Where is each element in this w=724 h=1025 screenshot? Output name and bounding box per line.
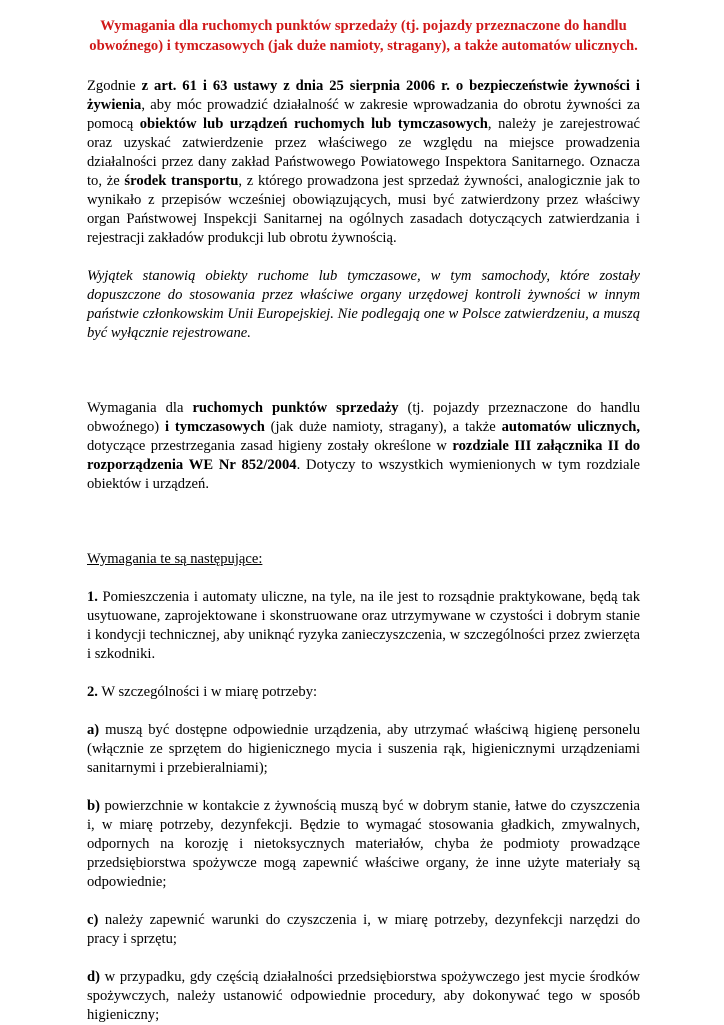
requirements-heading: Wymagania te są następujące: (87, 551, 263, 567)
requirement-item-b (87, 797, 640, 892)
bold-run: z art. 61 i 63 ustawy z dnia 25 sierpnia 2006 r. o bezpieczeństwie żywności i żywienia (87, 78, 640, 113)
text-run: Zgodnie (87, 78, 142, 94)
item-text: W szczególności i w miarę potrzeby: (97, 684, 318, 700)
item-text: należy zapewnić warunki do czyszczenia i, w miarę potrzeby, dezynfekcji narzędzi do pracy i sprzętu; (87, 912, 640, 947)
bold-run: środek transportu (124, 173, 239, 189)
bold-run: automatów ulicznych, (501, 419, 640, 435)
bold-run: i tymczasowych (164, 419, 265, 435)
paragraph-legal-basis (87, 77, 640, 248)
text-run: . Dotyczy to wszystkich wymienionych w tym rozdziale obiektów i urządzeń. (87, 457, 640, 492)
text-run: (tj. pojazdy przeznaczone do handlu obwoźnego) (87, 400, 640, 435)
item-text: powierzchnie w kontakcie z żywnością muszą być w dobrym stanie, łatwe do czyszczenia i, w miarę potrzeby, dezynfekcji. Będzie to wymagać stosowania gładkich, zmywalnych, odpornych na korozję i nietoksycznych materiałów, chyba że podmioty prowadzące przedsiębiorstwa spożywcze mogą zapewnić właściwe organy, że inne użyte materiały są odpowiednie; (87, 798, 640, 890)
requirement-item-c (87, 911, 640, 949)
item-label: 1. (87, 589, 98, 605)
text-run: Wymagania dla (87, 400, 193, 416)
document-page (87, 16, 640, 1025)
text-run: dotyczące przestrzegania zasad higieny zostały określone w (87, 438, 453, 454)
requirement-item-1 (87, 588, 640, 664)
requirement-item-a (87, 721, 640, 778)
bold-run: obiektów lub urządzeń ruchomych lub tymczasowych (139, 116, 488, 132)
text-run: , aby móc prowadzić działalność w zakresie wprowadzania do obrotu żywności za pomocą (87, 97, 640, 132)
bold-run: rozdziale III załącznika II do rozporządzenia WE Nr 852/2004 (87, 438, 640, 473)
item-label: c) (87, 912, 99, 928)
paragraph-requirements-intro (87, 399, 640, 494)
text-run: , należy je zarejestrować oraz uzyskać zatwierdzenie przez właściwego ze względu na miejsce prowadzenia działalności przez dany zakład Państwowego Powiatowego Inspektora Sanitarnego. Oznacza to, że (87, 116, 640, 189)
text-run: (jak duże namioty, stragany), a także (264, 419, 502, 435)
item-label: d) (87, 969, 100, 985)
text-run: , z którego prowadzona jest sprzedaż żywności, analogicznie jak to wynikało z przepisów wcześniej obowiązujących, musi być zatwierdzony przez właściwy organ Państwowej Inspekcji Sanitarnej na ogólnych zasadach dotyczących zatwierdzania i rejestracji zakładów produkcji lub obrotu żywnością. (87, 173, 640, 246)
document-title: Wymagania dla ruchomych punktów sprzedaży (tj. pojazdy przeznaczone do handlu obwoźnego) i tymczasowych (jak duże namioty, stragany), a także automatów ulicznych. (89, 18, 638, 54)
item-text: muszą być dostępne odpowiednie urządzenia, aby utrzymać właściwą higienę personelu (włącznie ze sprzętem do higienicznego mycia i suszenia rąk, higienicznymi urządzeniami sanitarnymi i przebieralniami); (87, 722, 640, 776)
requirement-item-d (87, 968, 640, 1025)
bold-run: ruchomych punktów sprzedaży (192, 400, 399, 416)
item-label: a) (87, 722, 100, 738)
item-label: b) (87, 798, 100, 814)
item-label: 2. (87, 684, 98, 700)
requirement-item-2 (87, 683, 640, 702)
item-text: Pomieszczenia i automaty uliczne, na tyle, na ile jest to rozsądnie praktykowane, będą tak usytuowane, zaprojektowane i skonstruowane oraz utrzymywane w czystości i dobrym stanie i kondycji technicznej, aby uniknąć ryzyka zanieczyszczenia, w szczególności przez zwierzęta i szkodniki. (87, 589, 640, 662)
item-text: w przypadku, gdy częścią działalności przedsiębiorstwa spożywczego jest mycie środków spożywczych, należy ustanowić odpowiednie procedury, aby dokonywać tego w sposób higieniczny; (87, 969, 640, 1023)
paragraph-exception: Wyjątek stanowią obiekty ruchome lub tymczasowe, w tym samochody, które zostały dopuszczone do stosowania przez właściwe organy urzędowej kontroli żywności w innym państwie członkowskim Unii Europejskiej. Nie podlegają one w Polsce zatwierdzeniu, a muszą być wyłącznie rejestrowane. (87, 268, 640, 341)
